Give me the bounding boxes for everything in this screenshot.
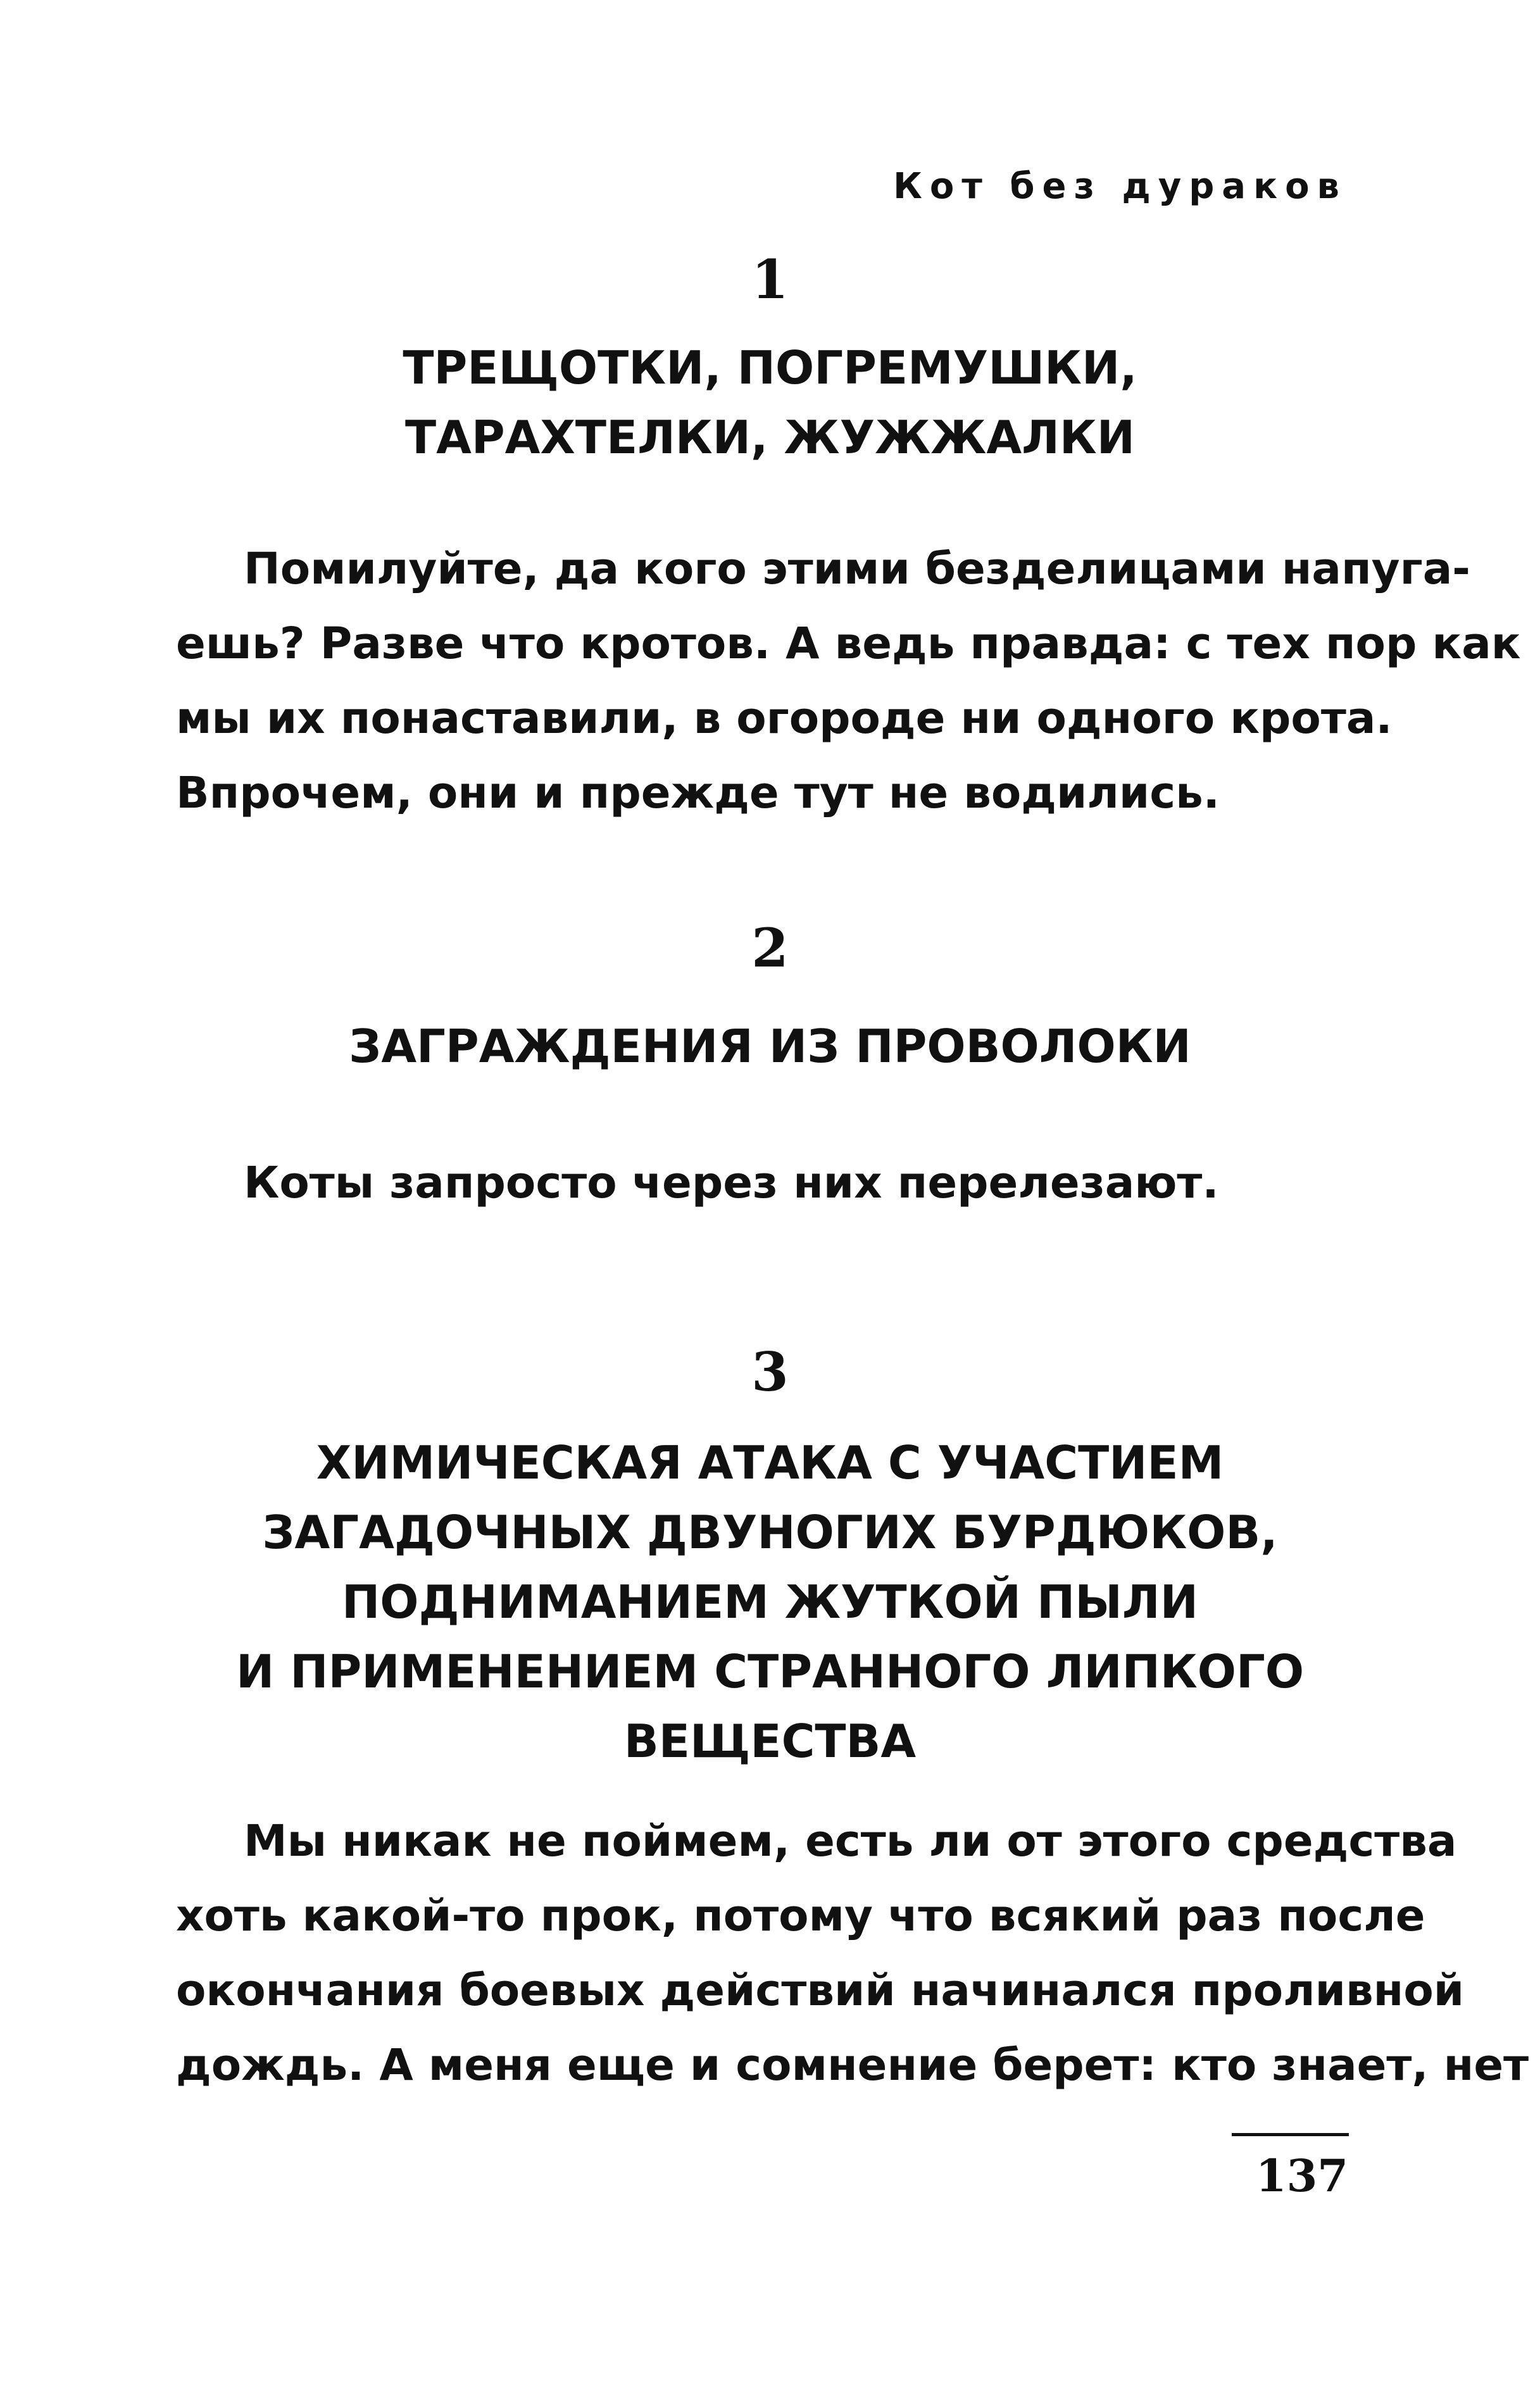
section-number: 1 <box>751 248 789 311</box>
section-title-line: ХИМИЧЕСКАЯ АТАКА С УЧАСТИЕМ <box>316 1436 1224 1489</box>
section-title-line: И ПРИМЕНЕНИЕМ СТРАННОГО ЛИПКОГО <box>235 1645 1305 1698</box>
body-line: Впрочем, они и прежде тут не водились. <box>176 768 1220 818</box>
running-head: Кот без дураков <box>893 166 1347 207</box>
section-body <box>176 1146 1350 1220</box>
body-line: хоть какой-то прок, потому что всякий раз после <box>176 1891 1425 1941</box>
section-title-line: ЗАГАДОЧНЫХ ДВУНОГИХ БУРДЮКОВ, <box>262 1506 1278 1559</box>
section-title <box>0 1011 1540 1081</box>
body-line: ешь? Разве что кротов. А ведь правда: с тех пор как <box>176 618 1521 669</box>
section-body <box>176 532 1521 830</box>
section-title <box>0 1428 1540 1776</box>
section-number: 3 <box>751 1341 789 1403</box>
body-line: Коты запросто через них перелезают. <box>244 1158 1219 1208</box>
section-number: 2 <box>751 917 789 979</box>
body-line: дождь. А меня еще и сомнение берет: кто знает, нет <box>176 2040 1529 2091</box>
section-title-line: ТАРАХТЕЛКИ, ЖУЖЖАЛКИ <box>404 411 1136 464</box>
section-title-line: ТРЕЩОТКИ, ПОГРЕМУШКИ, <box>403 341 1137 394</box>
section-title <box>0 333 1540 472</box>
body-line: окончания боевых действий начинался проливной <box>176 1965 1465 2016</box>
section-title-line: ПОДНИМАНИЕМ ЖУТКОЙ ПЫЛИ <box>342 1575 1198 1629</box>
section-title-line: ЗАГРАЖДЕНИЯ ИЗ ПРОВОЛОКИ <box>349 1020 1191 1073</box>
body-line: мы их понаставили, в огороде ни одного крота. <box>176 693 1393 744</box>
body-line: Мы никак не поймем, есть ли от этого средства <box>244 1816 1457 1867</box>
section-title-line: ВЕЩЕСТВА <box>623 1715 917 1768</box>
section-body <box>176 1804 1529 2103</box>
body-line: Помилуйте, да кого этими безделицами напуга- <box>244 544 1470 594</box>
page-number: 137 <box>1255 2149 1348 2202</box>
footer-rule <box>1232 2133 1349 2136</box>
